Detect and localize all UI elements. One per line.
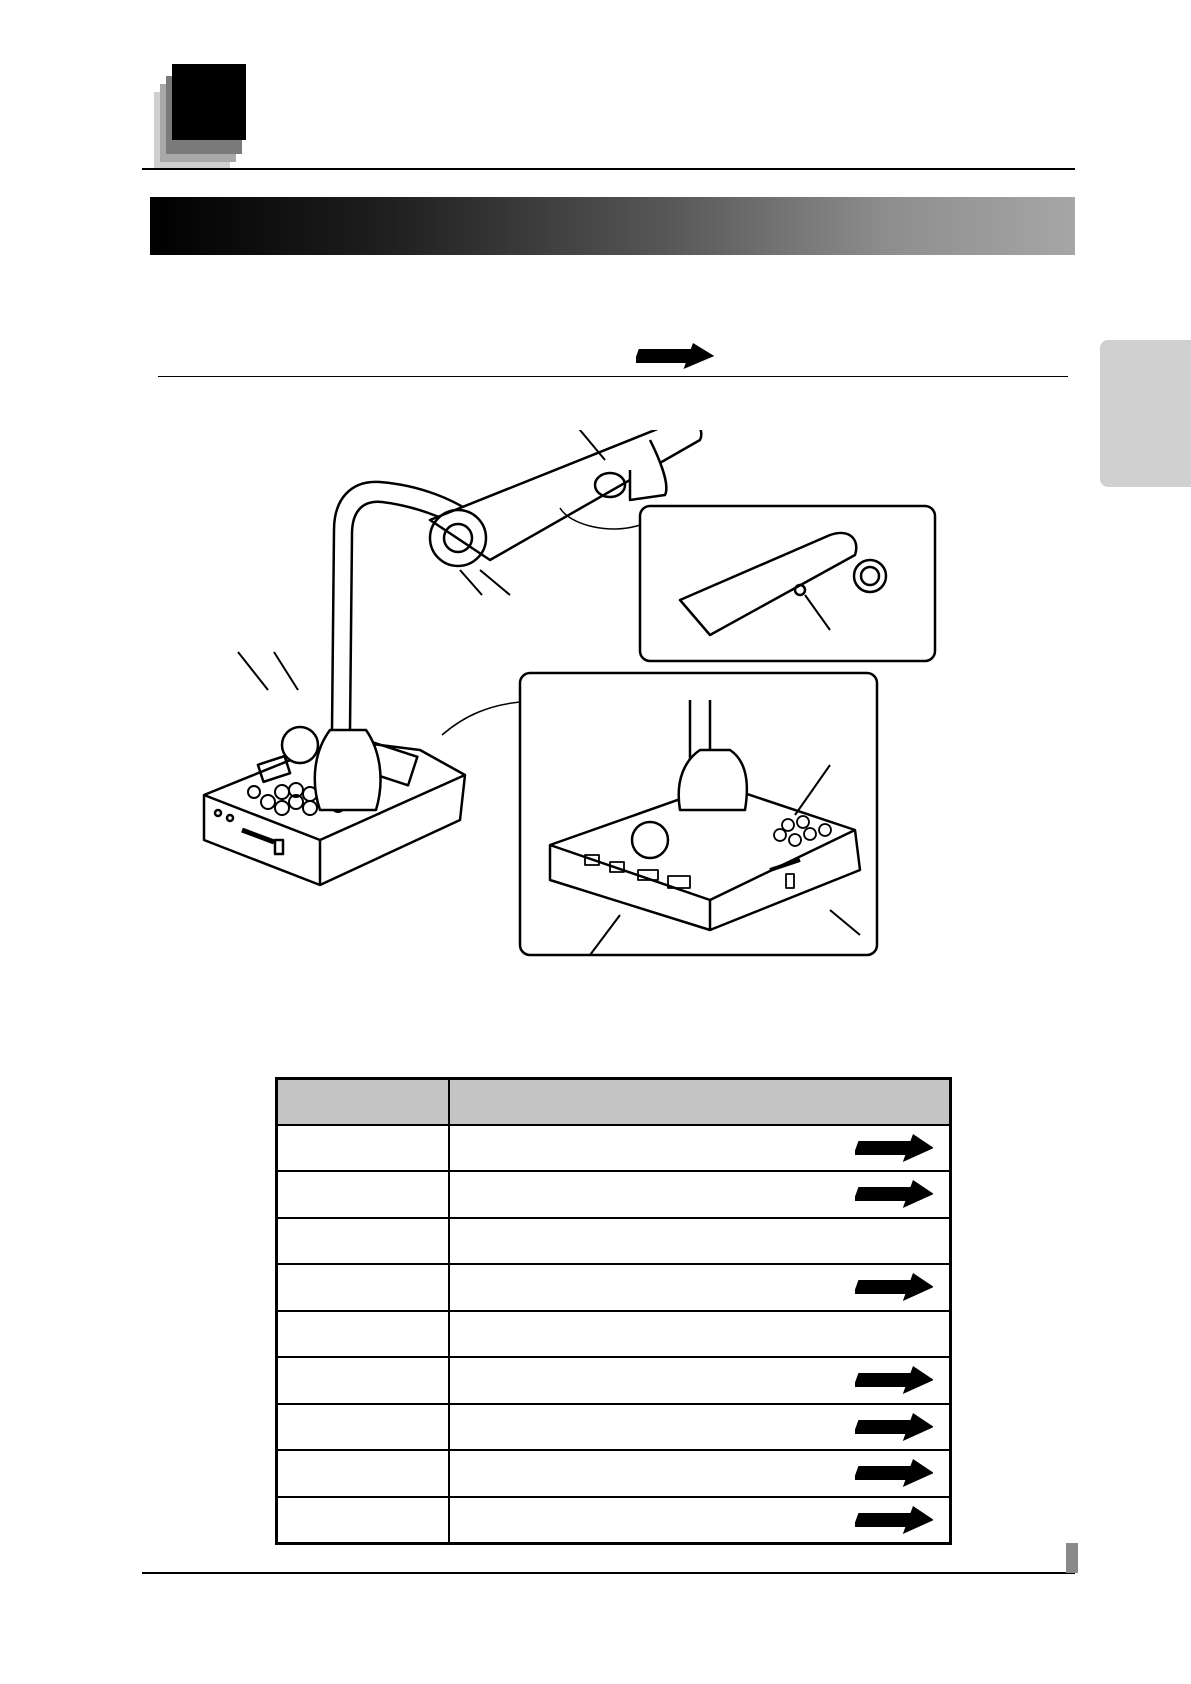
part-description-cell (449, 1171, 951, 1217)
table-row (277, 1357, 951, 1403)
chapter-mark (172, 64, 246, 140)
table-row (277, 1450, 951, 1496)
part-description-cell (449, 1218, 951, 1264)
part-description-cell (449, 1311, 951, 1357)
part-description-cell (449, 1357, 951, 1403)
column-header-description (449, 1079, 951, 1126)
document-camera-illustration (190, 430, 1020, 1030)
section-title-bar (150, 197, 1075, 255)
table-row (277, 1125, 951, 1171)
part-name-cell (277, 1357, 450, 1403)
part-name-cell (277, 1218, 450, 1264)
part-name-cell (277, 1497, 450, 1544)
part-description-cell (449, 1450, 951, 1496)
table-row (277, 1264, 951, 1310)
part-description-cell (449, 1497, 951, 1544)
right-arrow-icon[interactable] (855, 1273, 933, 1301)
chapter-side-tab (1100, 340, 1191, 487)
part-name-cell (277, 1450, 450, 1496)
part-name-cell (277, 1125, 450, 1171)
right-arrow-icon[interactable] (855, 1506, 933, 1534)
right-arrow-icon[interactable] (855, 1134, 933, 1162)
right-arrow-icon[interactable] (855, 1459, 933, 1487)
part-name-cell (277, 1264, 450, 1310)
right-arrow-icon[interactable] (855, 1413, 933, 1441)
right-arrow-icon (636, 343, 714, 369)
part-name-cell (277, 1171, 450, 1217)
table-row (277, 1404, 951, 1450)
part-name-cell (277, 1311, 450, 1357)
part-description-cell (449, 1404, 951, 1450)
parts-table (275, 1077, 952, 1545)
header-rule (142, 168, 1075, 170)
part-description-cell (449, 1125, 951, 1171)
part-name-cell (277, 1404, 450, 1450)
table-row (277, 1497, 951, 1544)
subsection-rule (158, 376, 1068, 377)
table-header-row (277, 1079, 951, 1126)
footer-rule (142, 1572, 1075, 1574)
table-row (277, 1311, 951, 1357)
part-description-cell (449, 1264, 951, 1310)
table-row (277, 1171, 951, 1217)
table-row (277, 1218, 951, 1264)
right-arrow-icon[interactable] (855, 1366, 933, 1394)
right-arrow-icon[interactable] (855, 1180, 933, 1208)
page-number-mark (1066, 1543, 1078, 1573)
column-header-name (277, 1079, 450, 1126)
